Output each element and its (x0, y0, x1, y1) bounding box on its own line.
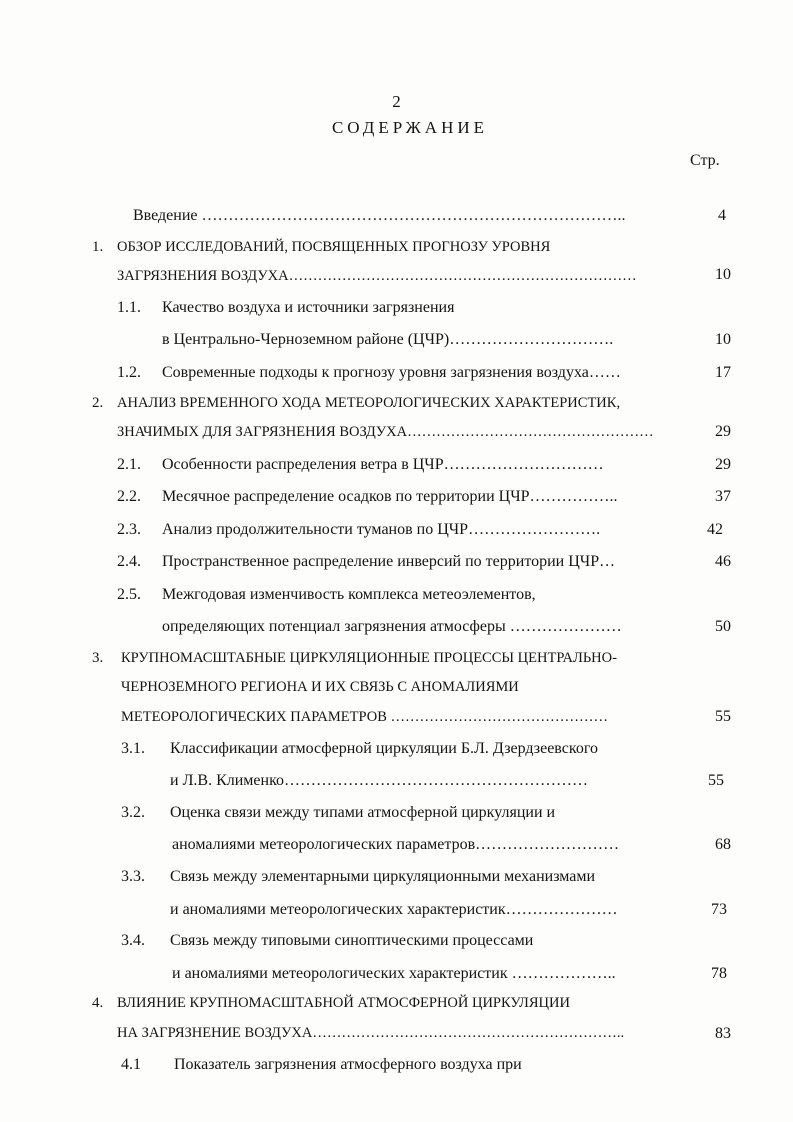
section-title-line[interactable]: ЗНАЧИМЫХ ДЛЯ ЗАГРЯЗНЕНИЯ ВОЗДУХА…………………………………………… (117, 424, 654, 440)
toc-page-number: 50 (715, 618, 731, 635)
section-title-line[interactable]: ЗАГРЯЗНЕНИЯ ВОЗДУХА……………………………………………………………… (117, 268, 637, 284)
subsection-title-line[interactable]: Связь между типовыми синоптическими процессами (170, 932, 534, 949)
subsection-title-line[interactable]: Межгодовая изменчивость комплекса метеоэлементов, (162, 586, 536, 603)
section-title-line[interactable]: ЧЕРНОЗЕМНОГО РЕГИОНА И ИХ СВЯЗЬ С АНОМАЛИЯМИ (121, 679, 519, 695)
section-title-line[interactable]: ВЛИЯНИЕ КРУПНОМАСШТАБНОЙ АТМОСФЕРНОЙ ЦИРКУЛЯЦИИ (117, 995, 570, 1011)
subsection-number: 3.2. (121, 804, 145, 821)
toc-page-number: 55 (715, 708, 731, 725)
subsection-title-line[interactable]: Оценка связи между типами атмосферной циркуляции и (170, 804, 556, 821)
toc-page-number: 37 (715, 488, 731, 505)
subsection-title-line[interactable]: Анализ продолжительности туманов по ЦЧР……………………. (162, 521, 601, 538)
section-number: 4. (92, 995, 104, 1011)
toc-page-number: 68 (715, 836, 731, 853)
toc-leader-dots: …………………………………………………………………….. (201, 207, 626, 224)
section-number: 3. (92, 650, 104, 666)
subsection-number: 2.1. (117, 456, 141, 473)
subsection-number: 3.4. (121, 932, 145, 949)
subsection-title-line[interactable]: Особенности распределения ветра в ЦЧР………………………… (162, 456, 604, 473)
toc-page-number: 78 (711, 965, 727, 982)
toc-page-number: 46 (715, 553, 731, 570)
subsection-number: 3.3. (121, 868, 145, 885)
toc-page-number: 55 (708, 772, 724, 789)
toc-title: СОДЕРЖАНИЕ (331, 118, 489, 137)
toc-page-number: 10 (715, 266, 731, 283)
subsection-title-line[interactable]: в Центрально-Черноземном районе (ЦЧР)…………………………. (162, 331, 614, 348)
subsection-title-line[interactable]: Показатель загрязнения атмосферного воздуха при (174, 1056, 522, 1073)
subsection-title-line[interactable]: Пространственное распределение инверсий по территории ЦЧР… (162, 553, 616, 570)
toc-entry-intro[interactable] (133, 207, 626, 225)
toc-page-number: 29 (715, 456, 731, 473)
subsection-number: 1.2. (117, 364, 141, 381)
section-title-line[interactable]: АНАЛИЗ ВРЕМЕННОГО ХОДА МЕТЕОРОЛОГИЧЕСКИХ ХАРАКТЕРИСТИК, (117, 395, 621, 411)
section-number: 2. (92, 395, 104, 411)
subsection-number: 2.5. (117, 586, 141, 603)
section-number: 1. (92, 239, 104, 255)
subsection-title-line[interactable]: и Л.В. Клименко………………………………………………… (170, 772, 589, 789)
subsection-number: 2.3. (117, 521, 141, 538)
page-number: 2 (392, 92, 401, 111)
toc-page-number: 42 (707, 521, 723, 538)
toc-page-number: 83 (715, 1025, 731, 1042)
toc-page-number: 29 (715, 423, 731, 440)
toc-page-number: 73 (711, 901, 727, 918)
subsection-title-line[interactable]: аномалиями метеорологических параметров……………………… (172, 836, 620, 853)
toc-page-number: 4 (718, 207, 726, 224)
subsection-title-line[interactable]: Классификации атмосферной циркуляции Б.Л. Дзердзеевского (170, 740, 598, 757)
subsection-number: 2.2. (117, 488, 141, 505)
section-title-line[interactable]: КРУПНОМАСШТАБНЫЕ ЦИРКУЛЯЦИОННЫЕ ПРОЦЕССЫ ЦЕНТРАЛЬНО- (121, 650, 617, 666)
subsection-title-line[interactable]: Месячное распределение осадков по территории ЦЧР…………….. (162, 488, 618, 505)
subsection-title-line[interactable]: и аномалиями метеорологических характеристик………………… (170, 901, 618, 918)
toc-page-number: 10 (715, 331, 731, 348)
subsection-title-line[interactable]: Связь между элементарными циркуляционными механизмами (170, 868, 596, 885)
subsection-number: 4.1 (121, 1056, 141, 1073)
subsection-title-line[interactable]: и аномалиями метеорологических характеристик ……………….. (172, 965, 616, 982)
section-title-line[interactable]: ОБЗОР ИССЛЕДОВАНИЙ, ПОСВЯЩЕННЫХ ПРОГНОЗУ УРОВНЯ (117, 239, 551, 255)
toc-entry-text: Введение (133, 207, 198, 224)
page-column-label: Стр. (690, 152, 720, 169)
subsection-title-line[interactable]: Качество воздуха и источники загрязнения (162, 299, 455, 316)
subsection-number: 3.1. (121, 740, 145, 757)
section-title-line[interactable]: МЕТЕОРОЛОГИЧЕСКИХ ПАРАМЕТРОВ ……………………………………… (121, 709, 609, 725)
subsection-title-line[interactable]: определяющих потенциал загрязнения атмосферы ………………… (162, 618, 622, 635)
subsection-number: 1.1. (117, 299, 141, 316)
toc-page-number: 17 (715, 364, 731, 381)
section-title-line[interactable]: НА ЗАГРЯЗНЕНИЕ ВОЗДУХА……………………………………………………….. (117, 1025, 625, 1041)
subsection-title-line[interactable]: Современные подходы к прогнозу уровня загрязнения воздуха…… (162, 364, 621, 381)
subsection-number: 2.4. (117, 553, 141, 570)
